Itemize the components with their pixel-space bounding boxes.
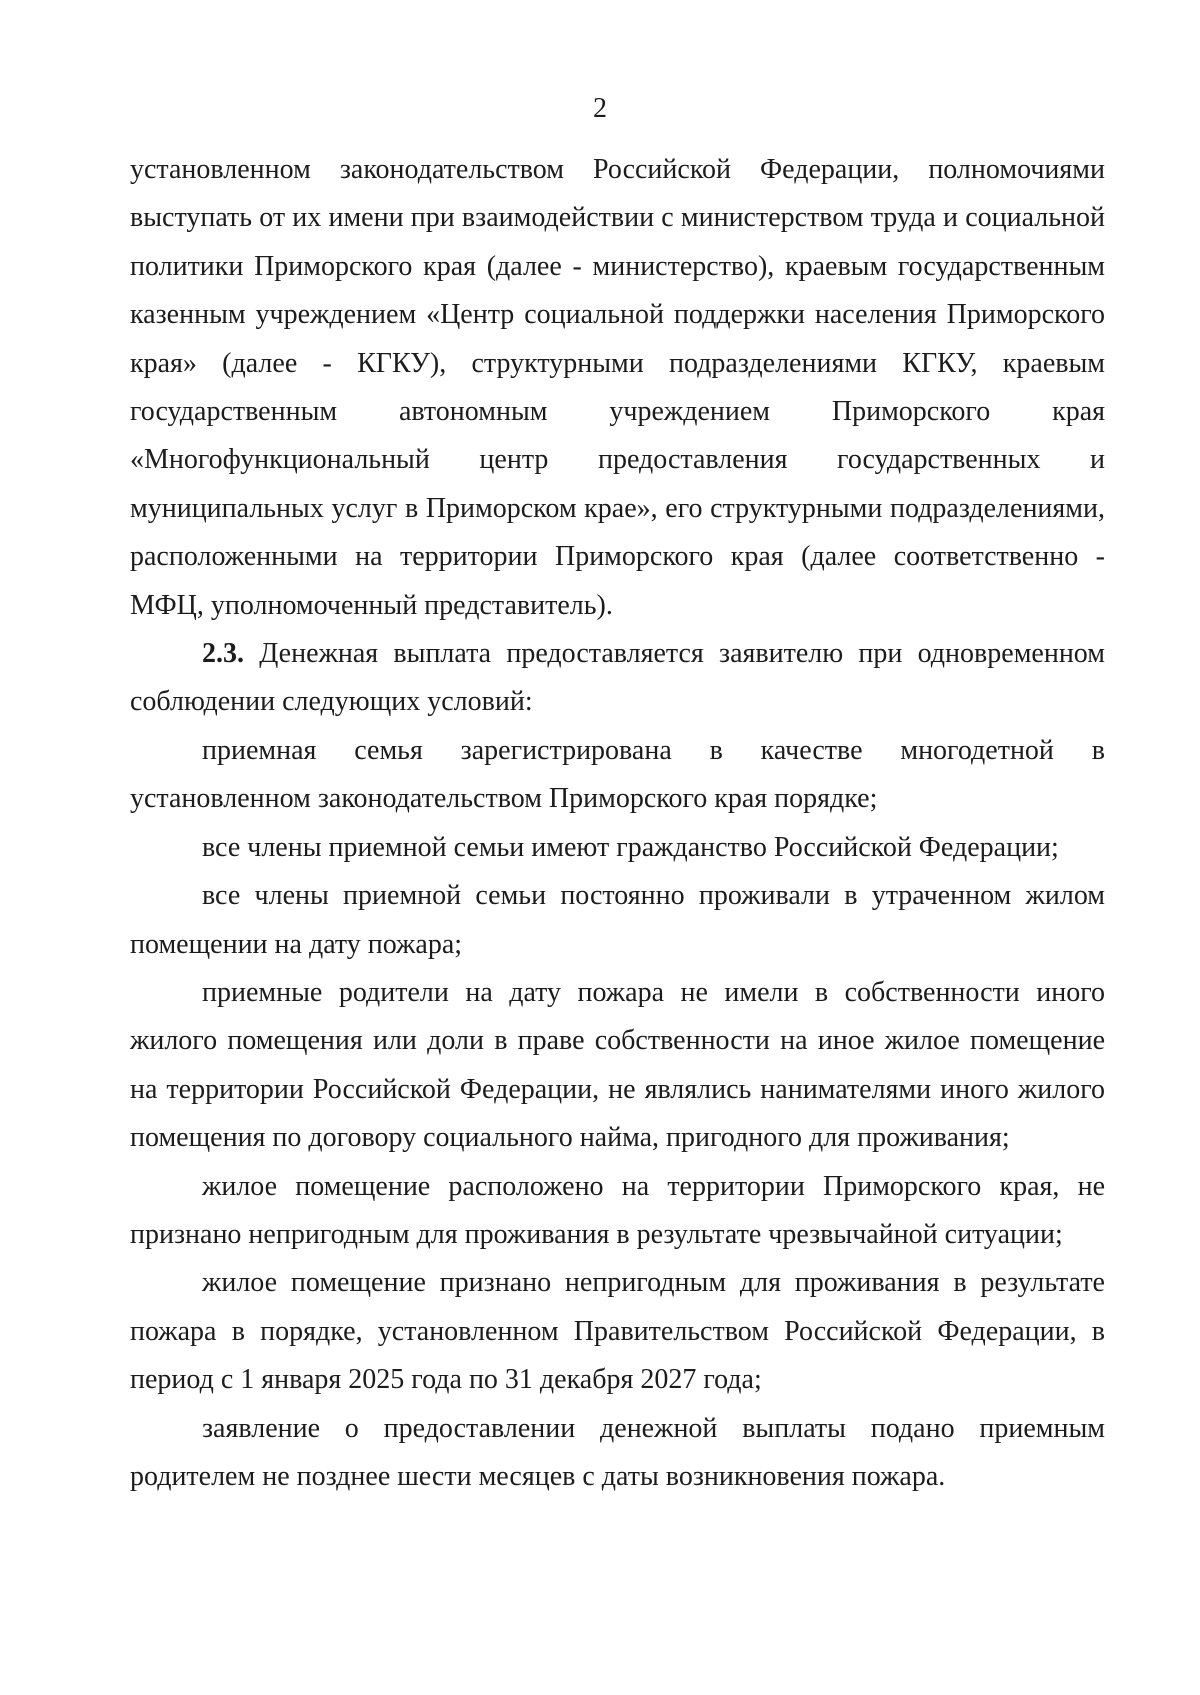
- condition-item: все члены приемной семьи имеют гражданство Российской Федерации;: [202, 831, 1059, 863]
- condition-item: все члены приемной семьи постоянно проживали в утраченном жилом помещении на дату пожара;: [130, 880, 1105, 960]
- condition-item: жилое помещение расположено на территории Приморского края, не признано непригодным для проживания в результате чрезвычайной ситуации;: [130, 1170, 1105, 1250]
- condition-item: заявление о предоставлении денежной выплаты подано приемным родителем не позднее шести месяцев с даты возникновения пожара.: [130, 1412, 1105, 1492]
- document-body: [130, 146, 1105, 1501]
- condition-item: жилое помещение признано непригодным для проживания в результате пожара в порядке, установленном Правительством Российской Федерации, в период с 1 января 2025 года по 31 декабря 2027 года;: [130, 1267, 1105, 1396]
- page-number: 2: [593, 93, 607, 124]
- condition-item: приемные родители на дату пожара не имели в собственности иного жилого помещения или доли в праве собственности на иное жилое помещение на территории Российской Федерации, не являлись нанимателями иного жилого помещения по договору социального найма, пригодного для проживания;: [130, 976, 1105, 1154]
- condition-item: приемная семья зарегистрирована в качестве многодетной в установленном законодательством Приморского края порядке;: [130, 734, 1105, 815]
- section-number: 2.3.: [202, 638, 244, 670]
- paragraph-continuation: установленном законодательством Российской Федерации, полномочиями выступать от их имени при взаимодействии с министерством труда и социальной политики Приморского края (далее - министерство), краевым государственным казенным учреждением «Центр социальной поддержки населения Приморского края» (далее - КГКУ), структурными подразделениями КГКУ, краевым государственным автономным учреждением Приморского края «Многофункциональный центр предоставления государственных и муниципальных услуг в Приморском крае», его структурными подразделениями, расположенными на территории Приморского края (далее соответственно - МФЦ, уполномоченный представитель).: [130, 154, 1105, 621]
- section-text: Денежная выплата предоставляется заявителю при одновременном соблюдении следующих условий:: [130, 638, 1105, 718]
- section-2-3-paragraph: [130, 630, 1105, 727]
